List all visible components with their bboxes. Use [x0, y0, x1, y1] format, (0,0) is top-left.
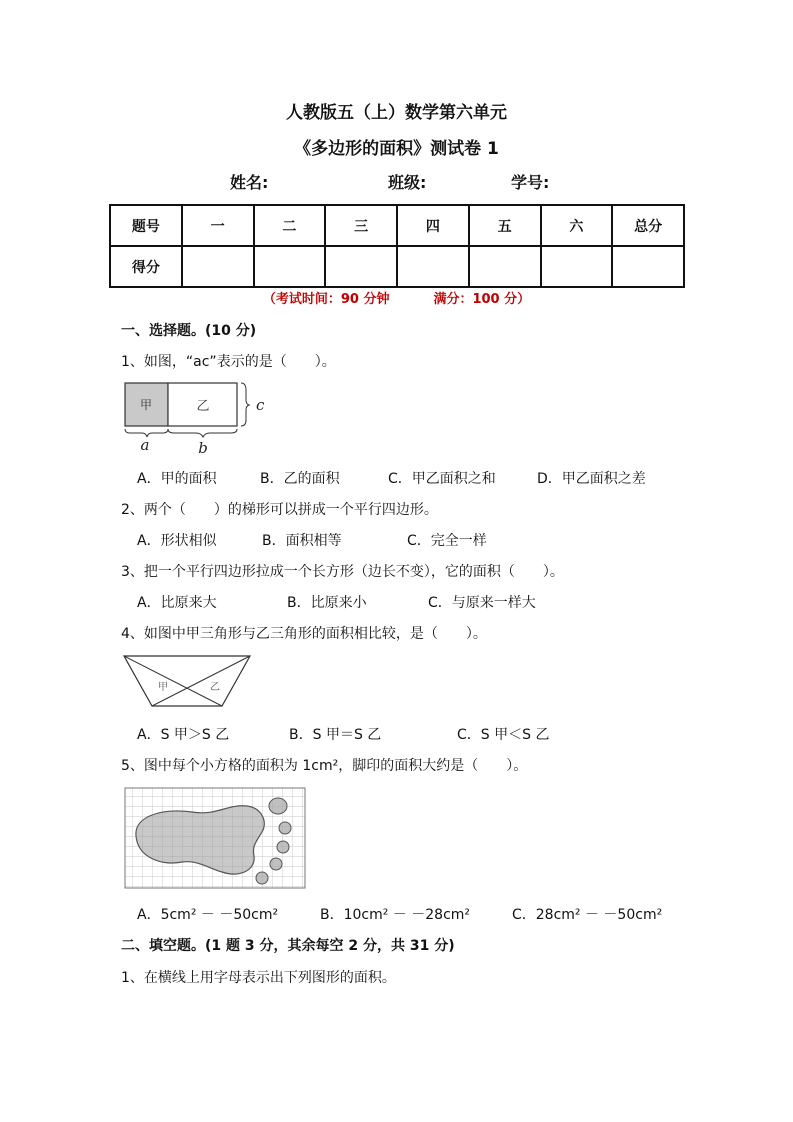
header-cell: 一 — [182, 205, 254, 246]
q3-option-a[interactable]: A．比原来大 — [137, 595, 217, 611]
exam-note — [0, 288, 793, 307]
q4-option-c[interactable]: C．S 甲＜S 乙 — [457, 727, 550, 743]
q4-trapezoid — [124, 656, 250, 706]
q4-label-yi: 乙 — [210, 682, 220, 693]
q1-figure — [118, 378, 268, 458]
q1-brace-c — [241, 383, 249, 426]
header-cell: 总分 — [612, 205, 684, 246]
header-cell: 三 — [325, 205, 397, 246]
q1-label-yi: 乙 — [196, 399, 210, 414]
q4-option-b[interactable]: B．S 甲＝S 乙 — [289, 727, 382, 743]
header-cell: 六 — [541, 205, 613, 246]
q3-option-c[interactable]: C．与原来一样大 — [428, 595, 536, 611]
header-cell: 五 — [469, 205, 541, 246]
score-cell[interactable] — [541, 246, 613, 287]
q1-option-d[interactable]: D．甲乙面积之差 — [537, 471, 646, 487]
q5-option-b[interactable]: B．10cm² － －28cm² — [320, 907, 471, 923]
score-cell[interactable] — [182, 246, 254, 287]
q1-label-jia: 甲 — [139, 398, 153, 412]
page-title: 人教版五（上）数学第六单元 — [286, 103, 507, 123]
q2-stem: 2、两个（ ）的梯形可以拼成一个平行四边形。 — [121, 502, 438, 518]
exam-time: （考试时间：90 分钟 — [262, 292, 390, 307]
score-cell[interactable] — [612, 246, 684, 287]
score-cell[interactable] — [325, 246, 397, 287]
q5-toe-2 — [279, 822, 291, 834]
header-cell: 二 — [254, 205, 326, 246]
header-cell: 题号 — [110, 205, 182, 246]
q5-option-a[interactable]: A．5cm² － －50cm² — [137, 907, 279, 923]
q2-option-c[interactable]: C．完全一样 — [407, 533, 487, 549]
q5-toe-3 — [277, 841, 289, 853]
q1-option-c[interactable]: C．甲乙面积之和 — [388, 471, 496, 487]
header-cell: 四 — [397, 205, 469, 246]
q5-stem: 5、图中每个小方格的面积为 1cm²，脚印的面积大约是（ ）。 — [121, 758, 528, 774]
q1-brace-b — [168, 429, 237, 437]
q4-diagonal-2 — [152, 656, 250, 706]
number-label: 学号: — [511, 173, 550, 192]
class-label: 班级: — [388, 173, 427, 192]
q5-toe-5 — [256, 872, 268, 884]
q4-option-a[interactable]: A．S 甲＞S 乙 — [137, 727, 230, 743]
q5-option-c[interactable]: C．28cm² － －50cm² — [512, 907, 663, 923]
score-table — [109, 204, 685, 288]
q4-stem: 4、如图中甲三角形与乙三角形的面积相比较，是（ ）。 — [121, 626, 487, 642]
page-subtitle: 《多边形的面积》测试卷 1 — [294, 139, 499, 159]
section2-title: 二、填空题。(1 题 3 分，其余每空 2 分，共 31 分) — [121, 938, 455, 954]
q1-label-c: c — [256, 396, 265, 414]
score-table-header-row — [110, 205, 684, 246]
exam-full-score: 满分：100 分） — [433, 292, 531, 307]
section1-title: 一、选择题。(10 分) — [121, 323, 257, 339]
s2-q1-stem: 1、在横线上用字母表示出下列图形的面积。 — [121, 970, 396, 986]
row-label-cell: 得分 — [110, 246, 182, 287]
score-cell[interactable] — [397, 246, 469, 287]
q1-label-a: a — [140, 436, 150, 454]
score-table-score-row — [110, 246, 684, 287]
q5-toe-4 — [270, 858, 282, 870]
q2-option-b[interactable]: B．面积相等 — [262, 533, 342, 549]
q1-stem: 1、如图，“ac”表示的是（ ）。 — [121, 354, 336, 370]
name-label: 姓名: — [230, 173, 269, 192]
q1-label-b: b — [198, 439, 208, 457]
q4-figure — [118, 652, 258, 710]
q4-diagonal-1 — [124, 656, 222, 706]
q5-footprint-figure — [122, 786, 308, 890]
q4-label-jia: 甲 — [158, 682, 168, 693]
score-cell[interactable] — [254, 246, 326, 287]
q1-option-b[interactable]: B．乙的面积 — [260, 471, 340, 487]
q3-option-b[interactable]: B．比原来小 — [287, 595, 367, 611]
q5-toe-1 — [269, 798, 287, 814]
score-cell[interactable] — [469, 246, 541, 287]
q1-option-a[interactable]: A．甲的面积 — [137, 471, 217, 487]
q2-option-a[interactable]: A．形状相似 — [137, 533, 217, 549]
q3-stem: 3、把一个平行四边形拉成一个长方形（边长不变），它的面积（ ）。 — [121, 564, 564, 580]
